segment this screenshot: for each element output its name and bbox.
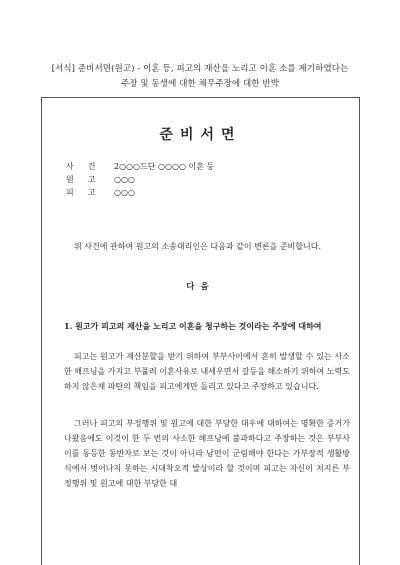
party-label: 원고 bbox=[66, 175, 110, 184]
party-row-plaintiff bbox=[66, 173, 214, 186]
header-line-1: [서식] 준비서면(원고) - 이혼 등, 피고의 재산을 노리고 이혼 소를 제기하였다는 bbox=[51, 64, 349, 74]
section-1-paragraph-1: 피고는 원고가 재산분할을 받기 위하여 부부사이에서 흔히 발생할 수 있는 사소한 해프닝을 가지고 부풀려 이혼사유로 내세우면서 갈등을 해소하기 위하여 노력도 하지 않은채 파탄의 책임을 피고에게만 돌리고 있다고 주장하고 있습니다. bbox=[64, 352, 350, 391]
daum-heading: 다음 bbox=[186, 282, 215, 292]
parties-block bbox=[66, 160, 214, 199]
document-title: 준비서면 bbox=[159, 127, 242, 143]
document-page bbox=[41, 97, 360, 565]
party-row-defendant bbox=[66, 186, 214, 199]
section-1-paragraph-2: 그러나 피고의 부정행위 및 원고에 대한 부당한 대우에 대하여는 명확한 증거가 나왔음에도 이것이 한 두 번의 사소한 해프닝에 불과하다고 주장하는 것은 부부사이를 동등한 동반자로 보는 것이 아니라 남편이 군림해야 한다는 가부장적 생활방식에서 벗어나지 못하는 시대착오적 발상이라 할 것이며 피고는 자신이 저지른 부정행위 및 원고에 대한 부당한 대 bbox=[64, 419, 350, 488]
party-label: 피고 bbox=[66, 188, 110, 197]
intro-paragraph: 위 사건에 관하여 원고의 소송대리인은 다음과 같이 변론을 준비합니다. bbox=[74, 242, 321, 251]
party-value: ○○○ bbox=[114, 188, 135, 197]
party-value: 2○○○드단 ○○○○ 이혼 등 bbox=[114, 162, 215, 171]
party-row-case bbox=[66, 160, 214, 173]
section-1-heading: 1. 원고가 피고의 재산을 노리고 이혼을 청구하는 것이라는 주장에 대하여 bbox=[64, 321, 322, 331]
party-value: ○○○ bbox=[114, 175, 135, 184]
party-label: 사건 bbox=[66, 162, 110, 171]
header-line-2: 주장 및 동생에 대한 채무주장에 대한 반박 bbox=[120, 79, 280, 89]
form-header bbox=[20, 62, 380, 92]
